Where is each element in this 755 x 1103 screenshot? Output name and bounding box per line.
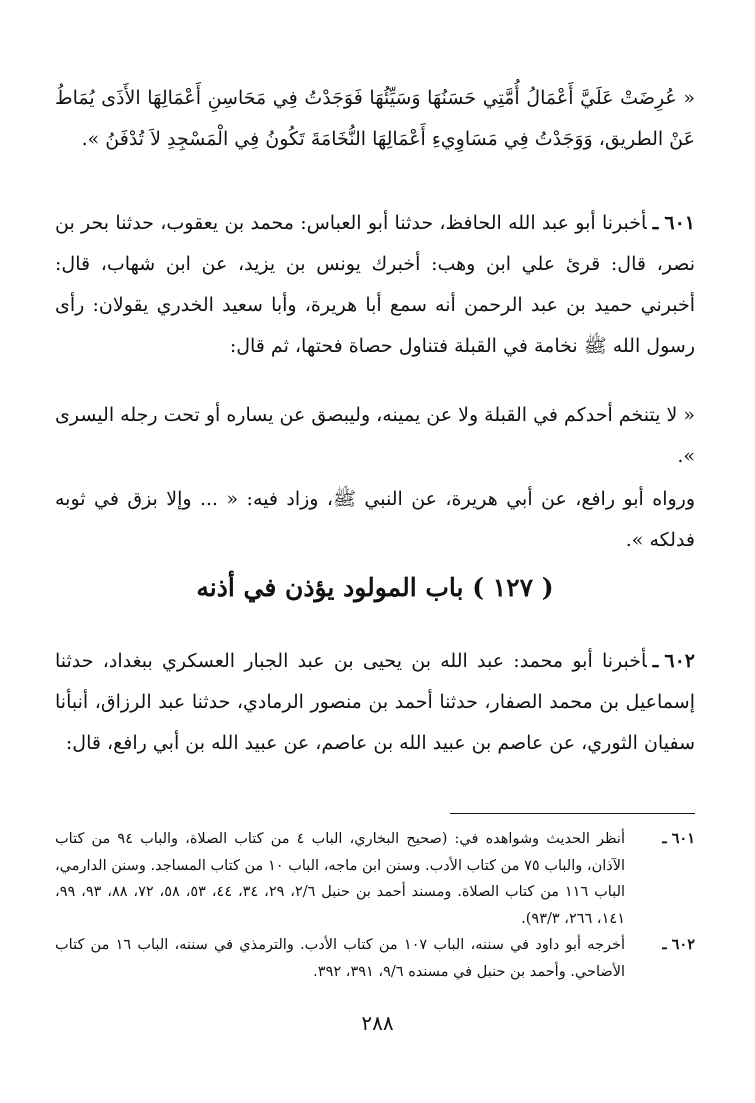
hadith-601-isnad xyxy=(55,203,695,367)
footnote-601 xyxy=(55,826,695,932)
hadith-602-isnad-text: أخبرنا أبو محمد: عبد الله بن يحيى بن عبد الجبار العسكري ببغداد، حدثنا إسماعيل بن محمد الصفار، حدثنا أحمد بن منصور الرمادي، حدثنا عبد الرزاق، أنبأنا سفيان الثوري، عن عاصم بن عبيد الله بن عاصم، عن عبيد الله بن أبي رافع، قال: xyxy=(55,650,695,754)
hadith-601-variant: ورواه أبو رافع، عن أبي هريرة، عن النبي ﷺ، وزاد فيه: « ... وإلا بزق في ثوبه فدلكه ». xyxy=(55,488,695,551)
hadith-602-block xyxy=(55,641,695,764)
number-dash: ـ xyxy=(652,650,659,672)
hadith-601-matn: « لا يتنخم أحدكم في القبلة ولا عن يمينه، وليبصق عن يساره أو تحت رجله اليسرى ». xyxy=(55,404,695,467)
footnote-text: أخرجه أبو داود في سننه، الباب ١٠٧ من كتاب الأدب. والترمذي في سننه، الباب ١٦ من كتاب الأضاحي. وأحمد بن حنبل في مسنده ٩/٦، ٣٩١، ٣٩٢. xyxy=(55,937,625,980)
hadith-601-variant-block xyxy=(55,479,695,561)
footnote-602 xyxy=(55,932,695,985)
page-number: ٢٨٨ xyxy=(361,1011,394,1035)
footnote-label: ٦٠١ ـ xyxy=(662,830,695,847)
hadith-602-isnad xyxy=(55,641,695,764)
hadith-601-number: ٦٠١ xyxy=(664,212,695,234)
number-dash: ـ xyxy=(652,212,659,234)
top-hadith-text: « عُرِضَتْ عَلَيَّ أَعْمَالُ أُمَّتِي حَسَنُهَا وَسَيِّئُهَا فَوَجَدْتُ فِي مَحَاسِنِ أَعْمَالِهَا الأَذَى يُمَاطُ عَنْ الطريق، وَوَجَدْتُ فِي مَسَاوِيءِ أَعْمَالِهَا النُّخَامَةَ تَكُونُ فِي الْمَسْجِدِ لاَ تُدْفَنُ ». xyxy=(55,87,695,150)
chapter-heading: ( ١٢٧ ) باب المولود يؤذن في أذنه xyxy=(196,573,554,602)
footnote-divider xyxy=(450,813,695,814)
hadith-601-block xyxy=(55,203,695,367)
hadith-601-matn-block xyxy=(55,395,695,477)
hadith-601-isnad-text: أخبرنا أبو عبد الله الحافظ، حدثنا أبو العباس: محمد بن يعقوب، حدثنا بحر بن نصر، قال: قرئ علي ابن وهب: أخبرك يونس بن يزيد، عن ابن شهاب، قال: أخبرني حميد بن عبد الرحمن أنه سمع أبا هريرة، وأبا سعيد الخدري يقولان: رأى رسول الله ﷺ نخامة في القبلة فتناول حصاة فحتها، ثم قال: xyxy=(55,212,695,357)
footnotes xyxy=(55,826,695,985)
hadith-602-number: ٦٠٢ xyxy=(664,650,695,672)
top-hadith-block xyxy=(55,78,695,160)
footnote-label: ٦٠٢ ـ xyxy=(662,936,695,953)
footnote-text: أنظر الحديث وشواهده في: (صحيح البخاري، الباب ٤ من كتاب الصلاة، والباب ٩٤ من كتاب الآذان، والباب ٧٥ من كتاب الأدب. وسنن ابن ماجه، الباب ١٠ من كتاب المساجد. وسنن الدارمي، الباب ١١٦ من كتاب الصلاة. ومسند أحمد بن حنبل ٢/٦، ٢٩، ٣٤، ٤٤، ٥٣، ٥٨، ٧٢، ٨٨، ٩٣، ٩٩، ١٤١، ٢٦٦، ٩٣/٣). xyxy=(55,831,626,927)
